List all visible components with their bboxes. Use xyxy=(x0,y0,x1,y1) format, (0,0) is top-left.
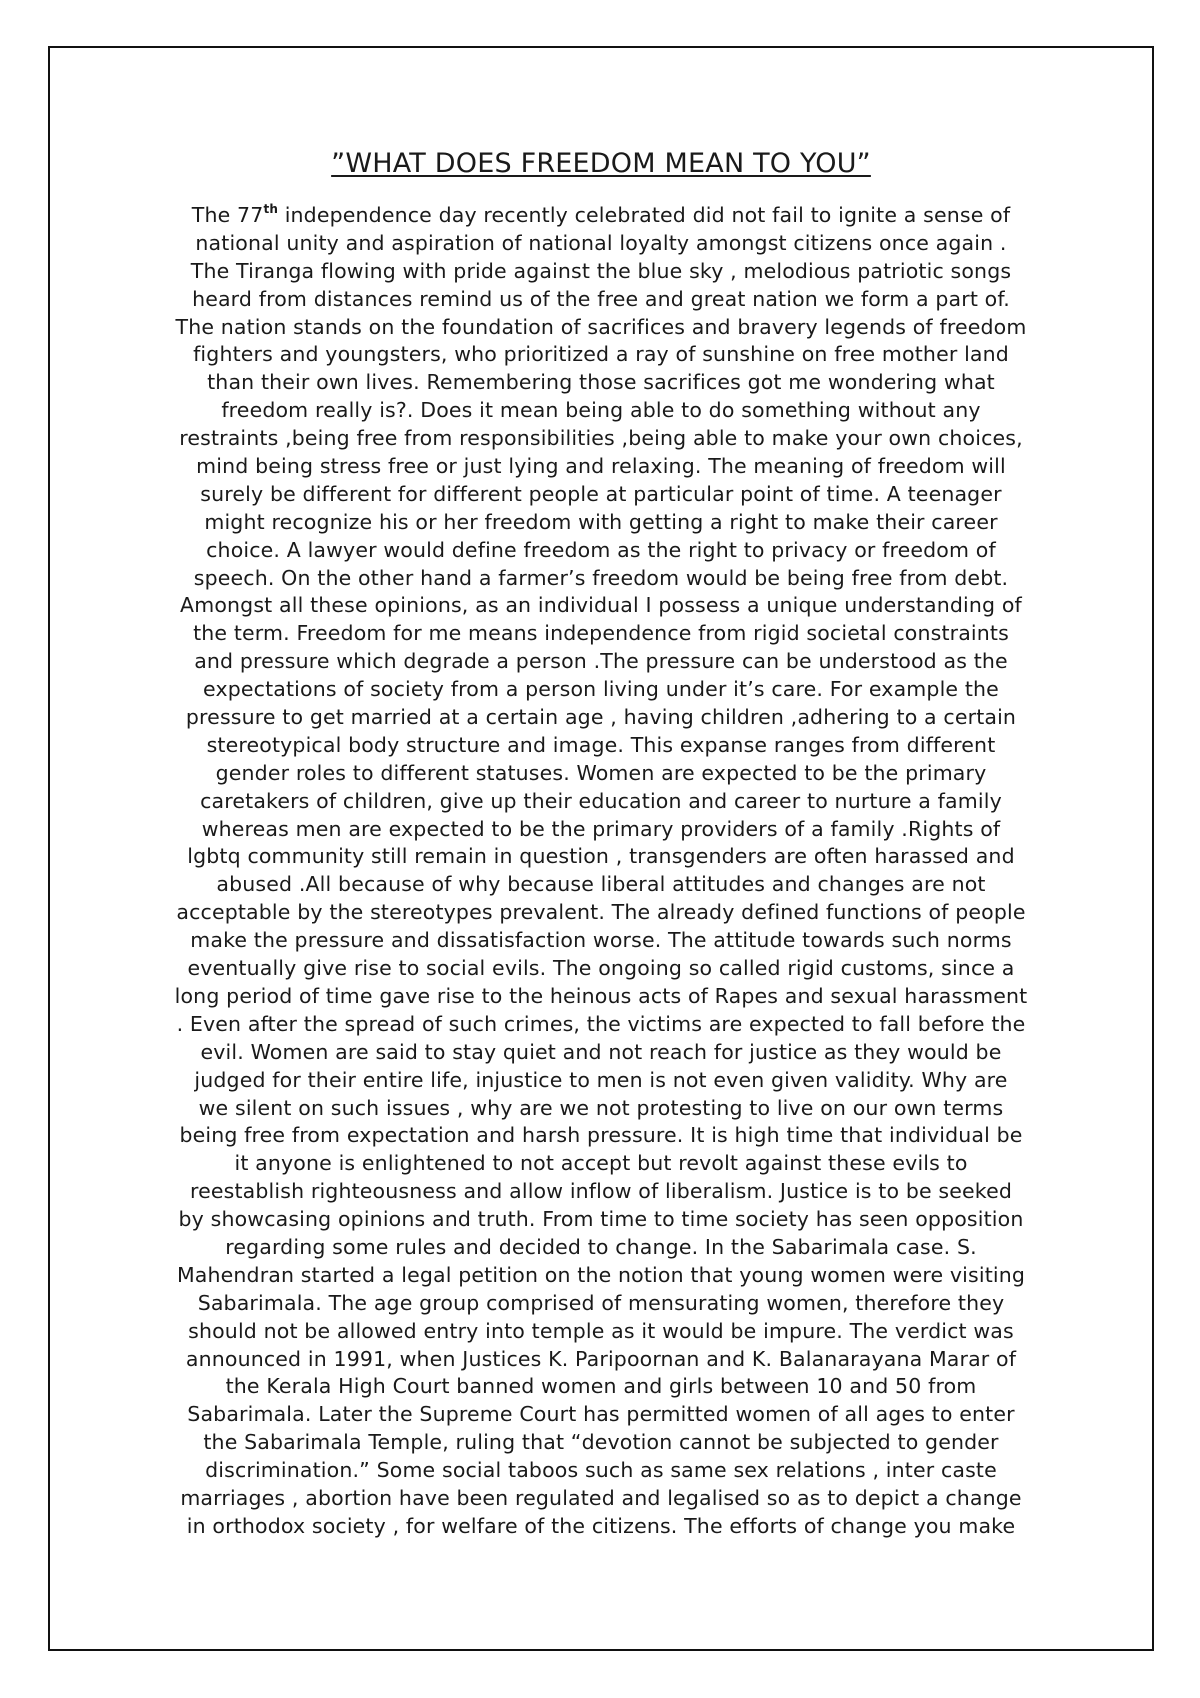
essay-line: by showcasing opinions and truth. From time to time society has seen opposition xyxy=(178,1207,1024,1232)
essay-line: caretakers of children, give up their education and career to nurture a family xyxy=(200,788,1002,813)
essay-line: gender roles to different statuses. Women are expected to be the primary xyxy=(215,760,987,785)
essay-line: fighters and youngsters, who prioritized a ray of sunshine on free mother land xyxy=(193,342,1009,367)
essay-body xyxy=(48,202,1154,1541)
essay-line: The Tiranga flowing with pride against the blue sky , melodious patriotic songs xyxy=(190,258,1012,283)
essay-line: it anyone is enlightened to not accept but revolt against these evils to xyxy=(234,1151,968,1176)
essay-line: Mahendran started a legal petition on the notion that young women were visiting xyxy=(176,1262,1026,1287)
essay-line: expectations of society from a person living under it’s care. For example the xyxy=(203,677,999,702)
essay-line: the Sabarimala Temple, ruling that “devotion cannot be subjected to gender xyxy=(203,1430,999,1455)
essay-line: mind being stress free or just lying and relaxing. The meaning of freedom will xyxy=(196,454,1006,479)
essay-line: announced in 1991, when Justices K. Paripoornan and K. Balanarayana Marar of xyxy=(185,1346,1017,1371)
essay-line: surely be different for different people at particular point of time. A teenager xyxy=(200,481,1002,506)
essay-line: than their own lives. Remembering those sacrifices got me wondering what xyxy=(207,370,995,395)
ordinal-suffix: th xyxy=(263,202,279,216)
essay-line: regarding some rules and decided to change. In the Sabarimala case. S. xyxy=(225,1234,977,1259)
essay-line: in orthodox society , for welfare of the citizens. The efforts of change you make xyxy=(186,1513,1016,1538)
essay-line: might recognize his or her freedom with getting a right to make their career xyxy=(204,509,998,534)
essay-line: we silent on such issues , why are we not protesting to live on our own terms xyxy=(198,1095,1004,1120)
essay-line: speech. On the other hand a farmer’s freedom would be being free from debt. xyxy=(193,565,1009,590)
essay-line: eventually give rise to social evils. The ongoing so called rigid customs, since a xyxy=(187,956,1015,981)
essay-line: and pressure which degrade a person .The pressure can be understood as the xyxy=(194,649,1008,674)
essay-line: Amongst all these opinions, as an individual I possess a unique understanding of xyxy=(180,593,1022,618)
essay-line: being free from expectation and harsh pressure. It is high time that individual be xyxy=(179,1123,1023,1148)
essay-line: choice. A lawyer would define freedom as the right to privacy or freedom of xyxy=(206,537,996,562)
essay-line: marriages , abortion have been regulated and legalised so as to depict a change xyxy=(180,1485,1022,1510)
essay-line: the term. Freedom for me means independence from rigid societal constraints xyxy=(193,621,1009,646)
essay-line: abused .All because of why because liberal attitudes and changes are not xyxy=(216,872,986,897)
essay-line: should not be allowed entry into temple as it would be impure. The verdict was xyxy=(188,1318,1014,1343)
essay-line: make the pressure and dissatisfaction worse. The attitude towards such norms xyxy=(190,928,1012,953)
first-line-start: The 77 xyxy=(191,203,264,227)
essay-line: stereotypical body structure and image. This expanse ranges from different xyxy=(206,732,996,757)
essay-line: national unity and aspiration of national loyalty amongst citizens once again . xyxy=(195,230,1007,255)
essay-line: long period of time gave rise to the heinous acts of Rapes and sexual harassment xyxy=(174,983,1028,1008)
essay-line: heard from distances remind us of the free and great nation we form a part of. xyxy=(192,286,1010,311)
essay-line: pressure to get married at a certain age , having children ,adhering to a certain xyxy=(185,705,1017,730)
essay-title: ”WHAT DOES FREEDOM MEAN TO YOU” xyxy=(331,148,871,179)
essay-line: discrimination.” Some social taboos such as same sex relations , inter caste xyxy=(205,1458,997,1483)
essay-line: judged for their entire life, injustice to men is not even given validity. Why are xyxy=(194,1067,1008,1092)
essay-line: evil. Women are said to stay quiet and not reach for justice as they would be xyxy=(200,1039,1002,1064)
essay-line: Sabarimala. The age group comprised of mensurating women, therefore they xyxy=(197,1290,1005,1315)
essay-line: reestablish righteousness and allow inflow of liberalism. Justice is to be seeked xyxy=(190,1179,1012,1204)
essay-line: whereas men are expected to be the primary providers of a family .Rights of xyxy=(201,816,1001,841)
essay-line: The nation stands on the foundation of sacrifices and bravery legends of freedom xyxy=(175,314,1027,339)
essay-line: Sabarimala. Later the Supreme Court has permitted women of all ages to enter xyxy=(187,1402,1015,1427)
first-line-rest: independence day recently celebrated did not fail to ignite a sense of xyxy=(278,203,1011,227)
essay-line-first xyxy=(48,202,1154,230)
essay-line: acceptable by the stereotypes prevalent. The already defined functions of people xyxy=(176,900,1026,925)
essay-line: the Kerala High Court banned women and girls between 10 and 50 from xyxy=(225,1374,977,1399)
essay-line: freedom really is?. Does it mean being able to do something without any xyxy=(221,398,981,423)
essay-line: lgbtq community still remain in question , transgenders are often harassed and xyxy=(187,844,1015,869)
essay-line: restraints ,being free from responsibilities ,being able to make your own choices, xyxy=(179,426,1023,451)
essay-line: . Even after the spread of such crimes, the victims are expected to fall before the xyxy=(176,1011,1026,1036)
